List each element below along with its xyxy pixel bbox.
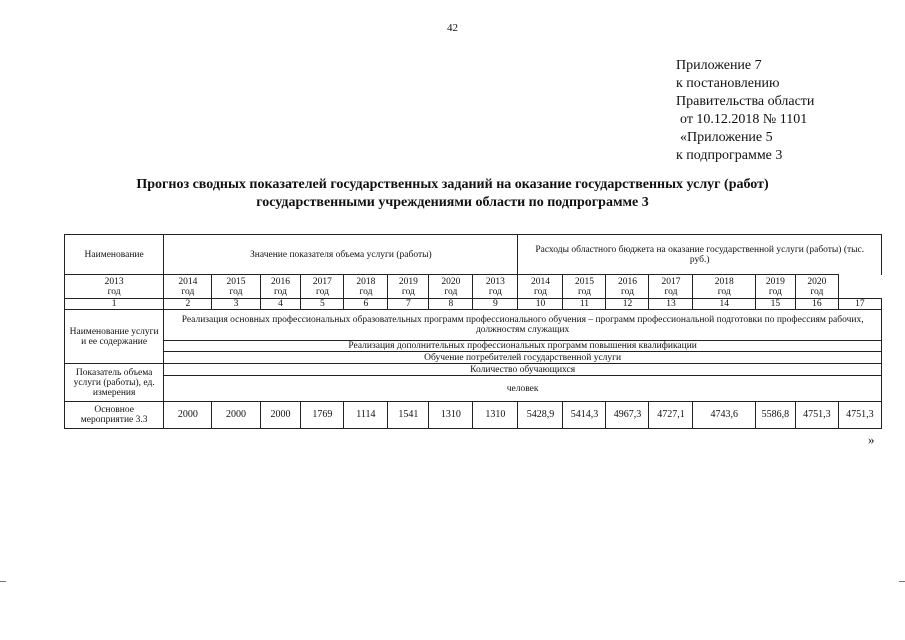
year-row <box>65 275 882 299</box>
column-number-cell: 17 <box>838 299 881 310</box>
year-unit: год <box>664 286 678 297</box>
header-row <box>65 235 882 275</box>
year-header-cell <box>344 275 388 299</box>
indicator-name: Количество обучающихся <box>164 364 882 376</box>
column-number-cell: 11 <box>563 299 606 310</box>
measure-value-cell: 1310 <box>473 402 518 429</box>
year-header-cell <box>755 275 795 299</box>
column-number-cell: 7 <box>388 299 429 310</box>
column-number-cell: 5 <box>301 299 344 310</box>
appendix-line: Приложение 7 <box>676 58 762 73</box>
year-unit: год <box>768 286 782 297</box>
service-row <box>65 352 882 364</box>
page-number: 42 <box>447 22 458 34</box>
year-unit: год <box>810 286 824 297</box>
column-number-cell: 10 <box>518 299 563 310</box>
year-header-cell <box>260 275 301 299</box>
year-value: 2020 <box>807 276 827 287</box>
column-number-cell: 16 <box>795 299 838 310</box>
year-value: 2018 <box>714 276 734 287</box>
column-number-cell: 12 <box>606 299 649 310</box>
indicator-label: Показатель объема услуги (работы), ед. измерения <box>65 364 164 402</box>
appendix-block <box>676 57 814 165</box>
indicator-unit-row <box>65 376 882 402</box>
year-header-cell <box>795 275 838 299</box>
measure-value-cell: 4751,3 <box>838 402 881 429</box>
column-number-cell: 15 <box>755 299 795 310</box>
measure-value-cell: 2000 <box>164 402 212 429</box>
column-number-cell: 14 <box>693 299 755 310</box>
measure-value-cell: 5414,3 <box>563 402 606 429</box>
indicator-row <box>65 364 882 376</box>
year-unit: год <box>444 286 458 297</box>
appendix-line: «Приложение 5 <box>680 130 773 145</box>
year-value: 2014 <box>530 276 550 287</box>
year-unit: год <box>401 286 415 297</box>
column-number-cell: 3 <box>212 299 260 310</box>
year-header-cell <box>429 275 473 299</box>
year-value: 2019 <box>765 276 785 287</box>
year-header-cell <box>388 275 429 299</box>
service-row <box>65 310 882 341</box>
title-line: государственными учреждениями области по подпрограмме 3 <box>256 195 649 210</box>
measure-value-cell: 2000 <box>260 402 301 429</box>
column-number-cell: 1 <box>65 299 164 310</box>
year-value: 2016 <box>270 276 290 287</box>
appendix-line: от 10.12.2018 № 1101 <box>680 112 808 127</box>
year-unit: год <box>359 286 373 297</box>
measure-value-cell: 1541 <box>388 402 429 429</box>
measure-value-cell: 4751,3 <box>795 402 838 429</box>
measure-value-cell: 4727,1 <box>649 402 693 429</box>
year-unit: год <box>577 286 591 297</box>
year-unit: год <box>533 286 547 297</box>
year-header-cell <box>301 275 344 299</box>
year-header-cell <box>212 275 260 299</box>
year-header-cell <box>164 275 212 299</box>
year-value: 2015 <box>574 276 594 287</box>
column-number-cell: 2 <box>164 299 212 310</box>
service-name-label: Наименование услуги и ее содержание <box>65 310 164 364</box>
indicator-header: Значение показателя объема услуги (работы) <box>164 235 518 275</box>
column-number-cell: 8 <box>429 299 473 310</box>
year-value: 2020 <box>441 276 461 287</box>
year-value: 2016 <box>617 276 637 287</box>
measure-value-cell: 1114 <box>344 402 388 429</box>
measure-value-cell: 1310 <box>429 402 473 429</box>
scan-edge-mark <box>899 581 905 582</box>
year-header-cell <box>65 275 164 299</box>
year-unit: год <box>315 286 329 297</box>
year-header-cell <box>563 275 606 299</box>
year-value: 2015 <box>226 276 246 287</box>
measure-value-cell: 4743,6 <box>693 402 755 429</box>
year-header-cell <box>518 275 563 299</box>
measure-value-cell: 1769 <box>301 402 344 429</box>
expense-header: Расходы областного бюджета на оказание государственной услуги (работы) (тыс. руб.) <box>518 235 882 275</box>
year-unit: год <box>717 286 731 297</box>
year-header-cell <box>649 275 693 299</box>
year-unit: год <box>181 286 195 297</box>
service-text: Реализация основных профессиональных образовательных программ профессионального обучения – программ профессиональной подготовки по профессиям рабочих, должностям служащих <box>164 310 882 341</box>
year-value: 2017 <box>661 276 681 287</box>
scan-edge-mark <box>0 581 6 582</box>
measure-value-cell: 5428,9 <box>518 402 563 429</box>
year-unit: год <box>229 286 243 297</box>
appendix-line: Правительства области <box>676 94 815 109</box>
appendix-line: к подпрограмме 3 <box>676 148 783 163</box>
measure-row <box>65 402 882 429</box>
measure-label: Основное мероприятие 3.3 <box>65 402 164 429</box>
year-value: 2017 <box>312 276 332 287</box>
year-value: 2014 <box>178 276 198 287</box>
year-header-cell <box>693 275 755 299</box>
measure-value-cell: 5586,8 <box>755 402 795 429</box>
forecast-table <box>64 234 882 429</box>
measure-value-cell: 2000 <box>212 402 260 429</box>
appendix-line: к постановлению <box>676 76 780 91</box>
year-header-cell <box>473 275 518 299</box>
year-unit: год <box>620 286 634 297</box>
column-number-row <box>65 299 882 310</box>
service-row <box>65 341 882 352</box>
service-text: Обучение потребителей государственной услуги <box>164 352 882 364</box>
year-value: 2013 <box>104 276 124 287</box>
closing-quote: » <box>868 432 875 447</box>
indicator-unit: человек <box>164 376 882 402</box>
year-header-cell <box>606 275 649 299</box>
year-value: 2013 <box>485 276 505 287</box>
year-value: 2018 <box>356 276 376 287</box>
title-line: Прогноз сводных показателей государственных заданий на оказание государственных услуг (работ) <box>136 177 769 192</box>
name-header: Наименование <box>65 235 164 275</box>
column-number-cell: 9 <box>473 299 518 310</box>
year-unit: год <box>273 286 287 297</box>
year-unit: год <box>488 286 502 297</box>
measure-value-cell: 4967,3 <box>606 402 649 429</box>
service-text: Реализация дополнительных профессиональных программ повышения квалификации <box>164 341 882 352</box>
column-number-cell: 4 <box>260 299 301 310</box>
column-number-cell: 6 <box>344 299 388 310</box>
document-title <box>0 176 905 212</box>
column-number-cell: 13 <box>649 299 693 310</box>
year-unit: год <box>107 286 121 297</box>
year-value: 2019 <box>398 276 418 287</box>
